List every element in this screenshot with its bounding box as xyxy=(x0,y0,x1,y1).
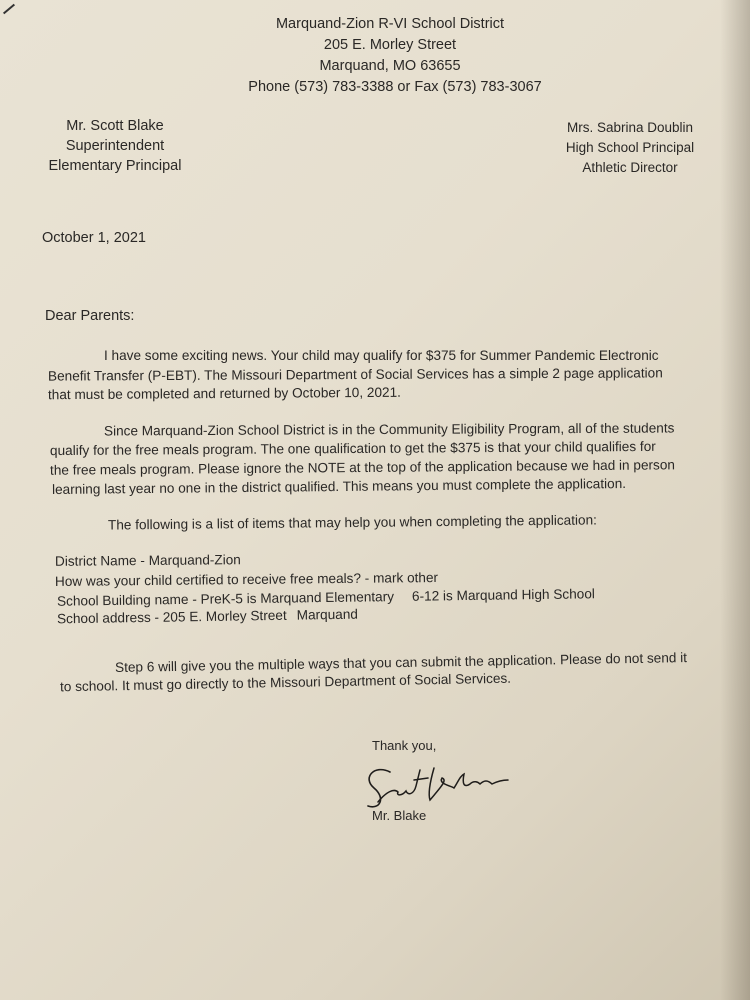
item-district-name: District Name - Marquand-Zion xyxy=(54,552,241,569)
superintendent-name: Mr. Scott Blake xyxy=(66,118,164,134)
item-address-town: Marquand xyxy=(296,606,359,623)
item-address-street: School address - 205 E. Morley Street xyxy=(56,607,287,627)
item-building-high-school: 6-12 is Marquand High School xyxy=(411,586,595,604)
elementary-principal-title: Elementary Principal xyxy=(48,158,182,174)
superintendent-block xyxy=(30,116,200,176)
paragraph1-line3: that must be completed and returned by October 10, 2021. xyxy=(47,384,401,403)
district-name: Marquand-Zion R-VI School District xyxy=(275,16,505,32)
paragraph1-line1: I have some exciting news. Your child may qualify for $375 for Summer Pandemic Electronic xyxy=(104,348,659,363)
pen-mark xyxy=(3,4,15,15)
district-contact: Phone (573) 783-3388 or Fax (573) 783-3067 xyxy=(248,79,542,95)
paragraph2-line1: Since Marquand-Zion School District is in the Community Eligibility Program, all of the students xyxy=(103,420,675,439)
paragraph2-line2: qualify for the free meals program. The one qualification to get the $375 is that your child qualifies for xyxy=(49,438,656,459)
paragraph4-line2: to school. It must go directly to the Missouri Department of Social Services. xyxy=(59,670,512,695)
signature-stroke-cott xyxy=(378,770,428,802)
item-certification: How was your child certified to receive free meals? - mark other xyxy=(54,569,439,590)
principal-name: Mrs. Sabrina Doublin xyxy=(566,120,694,135)
salutation: Dear Parents: xyxy=(45,308,135,324)
paragraph2-line4: learning last year no one in the district qualified. This means you must complete the application. xyxy=(51,475,627,498)
superintendent-title: Superintendent xyxy=(65,138,165,154)
item-building-elementary: School Building name - PreK-5 is Marquand Elementary xyxy=(56,589,395,609)
high-school-principal-title: High School Principal xyxy=(565,140,695,155)
signer-name: Mr. Blake xyxy=(372,808,427,823)
principal-block xyxy=(545,118,715,178)
district-street: 205 E. Morley Street xyxy=(323,37,457,53)
paragraph1-line2: Benefit Transfer (P-EBT). The Missouri Department of Social Services has a simple 2 page application xyxy=(47,365,663,384)
paragraph2-line3: the free meals program. Please ignore the NOTE at the top of the application because we had in person xyxy=(49,457,675,478)
paragraph4-line1: Step 6 will give you the multiple ways that you can submit the application. Please do not send it xyxy=(114,650,688,675)
closing: Thank you, xyxy=(372,738,437,753)
signature-stroke-blake xyxy=(429,768,508,800)
letter-date: October 1, 2021 xyxy=(42,230,146,246)
item-address xyxy=(57,605,358,629)
athletic-director-title: Athletic Director xyxy=(582,160,678,175)
district-city: Marquand, MO 63655 xyxy=(319,58,461,74)
page-shadow xyxy=(720,0,750,1000)
paragraph3: The following is a list of items that may help you when completing the application: xyxy=(107,512,597,533)
